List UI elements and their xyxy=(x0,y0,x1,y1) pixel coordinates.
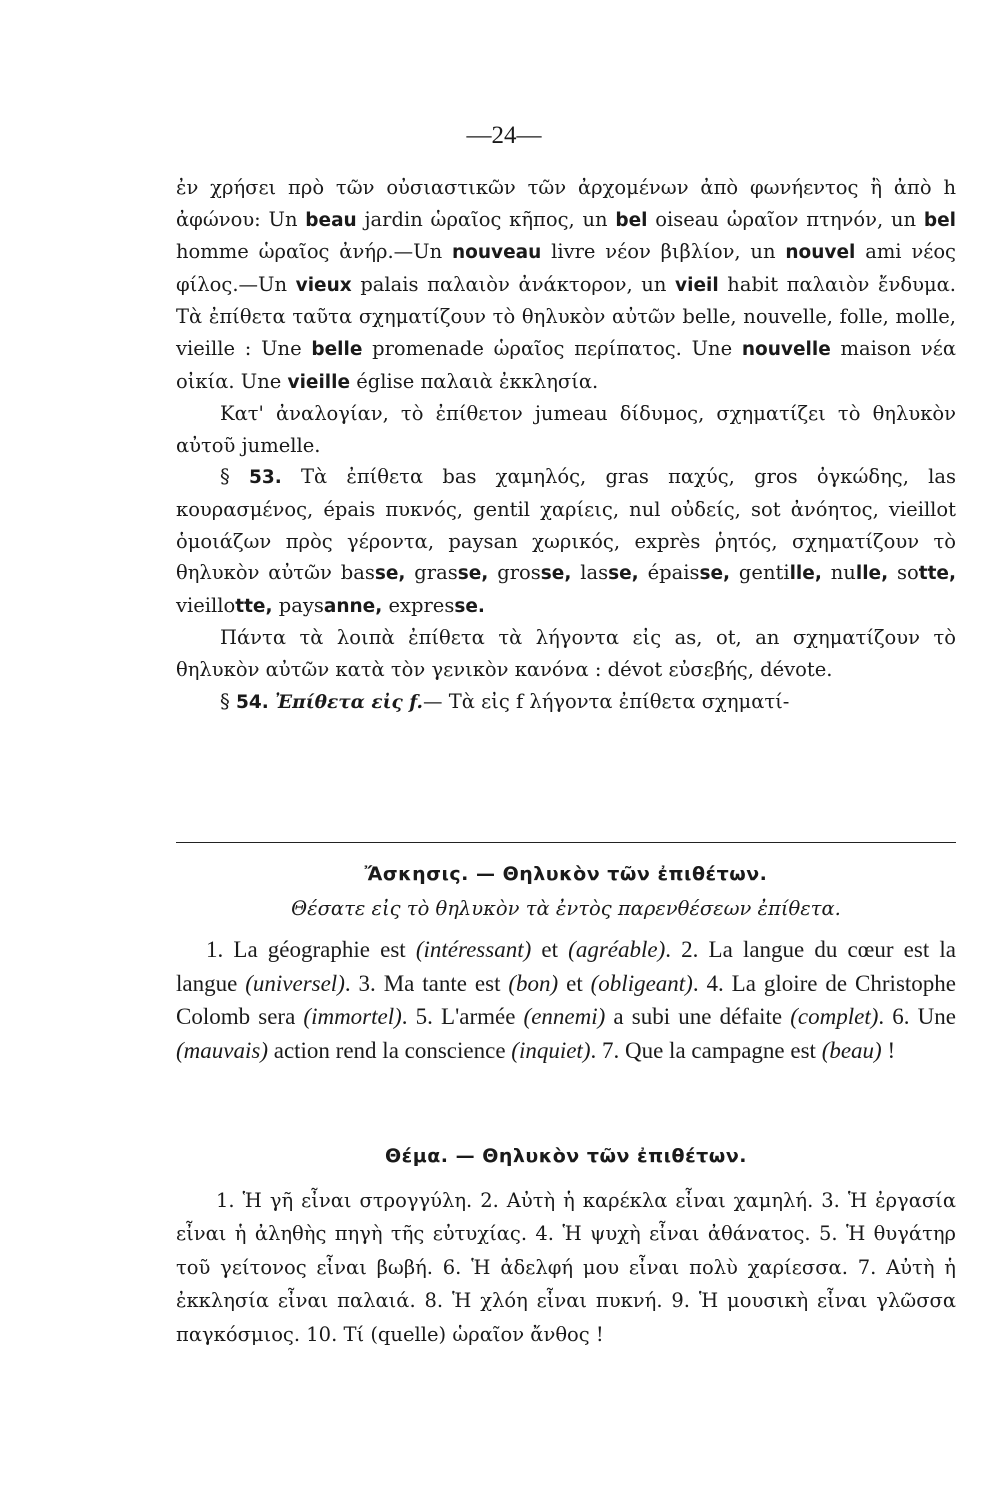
text-run: et xyxy=(531,937,569,962)
bold-ending: anne, xyxy=(323,595,383,617)
text-run: las xyxy=(571,561,609,585)
bold-word: bel xyxy=(923,209,956,231)
text-run: gros xyxy=(488,561,541,585)
bold-ending: tte, xyxy=(235,595,273,617)
bold-word: nouveau xyxy=(451,242,542,264)
section-number: 53. xyxy=(248,467,282,489)
text-run: pays xyxy=(272,593,324,617)
text-run: habit παλαιὸν ἔνδυμα. Τὰ ἐπίθετα ταῦτα σχηματίζουν τὸ θηλυκὸν αὐτῶν belle, nouvelle, folle, molle, vieille : Une xyxy=(176,272,956,360)
text-run: gras xyxy=(405,561,458,585)
text-run: église παλαιὰ ἐκκλησία. xyxy=(350,369,599,393)
bold-word: bel xyxy=(615,209,648,231)
text-run: . 4. La gloire de Christophe Colomb sera xyxy=(176,970,956,1029)
bold-ending: tte, xyxy=(918,563,957,585)
exercise-sentences xyxy=(176,933,956,1067)
text-run: palais παλαιὸν ἀνάκτορον, un xyxy=(351,272,676,296)
bold-ending: se, xyxy=(374,563,406,585)
text-run: Τὰ ἐπίθετα bas χαμηλός, gras παχύς, gros ὀγκώδης, las κουρασμένος, épais πυκνός, gentil χαρίεις, nul οὐδείς, sot ἀνόητος, vieillot ὁμοιάζων πρὸς γέροντα, paysan χωρικός, exprès ῥητός, σχηματίζουν τὸ θηλυκὸν αὐτῶν bas xyxy=(176,465,956,585)
bold-ending: lle, xyxy=(789,563,822,585)
text-run: genti xyxy=(730,561,790,585)
bold-ending: lle, xyxy=(855,563,889,585)
theme-title: Θέμα. — Θηλυκὸν τῶν ἐπιθέτων. xyxy=(385,1145,747,1167)
text-run: épais xyxy=(638,561,700,585)
italic-adjective: (ennemi) xyxy=(523,1004,606,1029)
italic-adjective: (intéressant) xyxy=(415,937,532,962)
divider-rule xyxy=(176,842,956,843)
text-run: jardin ὡραῖος κῆπος, un xyxy=(356,207,616,231)
text-run: maison νέα οἰκία. Une xyxy=(176,336,956,393)
bold-word: vieux xyxy=(295,274,352,296)
text-run: . 5. L'armée xyxy=(401,1004,524,1029)
paragraph-4: Πάντα τὰ λοιπὰ ἐπίθετα τὰ λήγοντα εἰς as, ot, an σχηματίζουν τὸ θηλυκὸν αὐτῶν κατὰ τὸν γενικὸν κανόνα : dévot εὐσεβής, dévote. xyxy=(176,626,956,681)
text-run: . 3. Ma tante est xyxy=(344,970,509,996)
bold-ending: se. xyxy=(454,595,485,617)
text-run: homme ὡραῖος ἀνήρ.—Un xyxy=(176,240,452,264)
theme-text: 1. Ἡ γῆ εἶναι στρογγύλη. 2. Αὐτὴ ἡ καρέκλα εἶναι χαμηλή. 3. Ἡ ἐργασία εἶναι ἡ ἀληθὴς πηγὴ τῆς εὐτυχίας. 4. Ἡ ψυχὴ εἶναι ἀθάνατος. 5. Ἡ θυγάτηρ τοῦ γείτονος εἶναι βωβή. 6. Ἡ ἀδελφή μου εἶναι πολὺ χαρίεσσα. 7. Αὐτὴ ἡ ἐκκλησία εἶναι παλαιά. 8. Ἡ χλόη εἶναι πυκνή. 9. Ἡ μουσικὴ εἶναι γλῶσσα παγκόσμιος. 10. Τί (quelle) ὡραῖον ἄνθος ! xyxy=(176,1188,956,1346)
exercise-title: Ἄσκησις. — Θηλυκὸν τῶν ἐπιθέτων. xyxy=(364,863,768,885)
paragraph-1 xyxy=(176,172,956,398)
text-run: ἐν χρήσει πρὸ τῶν οὐσιαστικῶν τῶν ἀρχομένων ἀπὸ φωνήεντος ἢ ἀπὸ h ἀφώνου: Un xyxy=(176,176,956,231)
paragraph-2: Κατ' ἀναλογίαν, τὸ ἐπίθετον jumeau δίδυμος, σχηματίζει τὸ θηλυκὸν αὐτοῦ jumelle. xyxy=(176,402,956,457)
text-run: . 6. Une xyxy=(878,1004,956,1029)
text-run: so xyxy=(888,561,919,585)
theme-section xyxy=(176,1140,956,1351)
text-run: a subi une défaite xyxy=(605,1004,791,1029)
text-run: ! xyxy=(881,1037,896,1063)
italic-adjective: (immortel) xyxy=(303,1004,402,1029)
italic-adjective: (inquiet) xyxy=(511,1037,591,1063)
text-run: livre νέον βιβλίον, un xyxy=(541,240,786,264)
text-run: oiseau ὡραῖον πτηνόν, un xyxy=(647,207,924,231)
text-run: et xyxy=(558,970,591,996)
italic-adjective: (bon) xyxy=(508,970,559,996)
text-run: vieillo xyxy=(176,593,236,617)
section-number: 54. xyxy=(235,691,269,713)
paragraph-53 xyxy=(176,461,956,622)
exercise-instruction: Θέσατε εἰς τὸ θηλυκὸν τὰ ἐντὸς παρενθέσεων ἐπίθετα. xyxy=(291,896,841,920)
italic-adjective: (mauvais) xyxy=(176,1037,268,1063)
italic-adjective: (beau) xyxy=(821,1037,882,1063)
text-run: 1. La géographie est xyxy=(206,937,416,962)
bold-word: nouvelle xyxy=(741,338,831,360)
italic-adjective: (complet) xyxy=(790,1004,879,1029)
text-run: — Τὰ εἰς f λήγοντα ἐπίθετα σχηματί- xyxy=(423,689,790,713)
page-number: —24— xyxy=(466,122,542,149)
bold-word: nouvel xyxy=(785,242,856,264)
text-run: . 7. Que la campagne est xyxy=(590,1037,822,1063)
text-run: expres xyxy=(382,593,455,617)
bold-word: belle xyxy=(311,338,363,360)
text-run: promenade ὡραῖος περίπατος. Une xyxy=(362,336,742,360)
text-run: ami νέος φίλος.—Un xyxy=(176,240,956,296)
main-text xyxy=(176,172,956,718)
text-run: nu xyxy=(821,561,856,585)
text-run: action rend la conscience xyxy=(267,1037,512,1063)
italic-adjective: (universel) xyxy=(245,970,345,996)
italic-adjective: (obligeant) xyxy=(590,970,693,996)
italic-adjective: (agréable) xyxy=(568,937,666,962)
exercise-section xyxy=(176,858,956,1067)
bold-word: vieille xyxy=(287,371,351,393)
section-sign: § xyxy=(220,689,236,713)
bold-ending: se, xyxy=(540,563,572,585)
bold-ending: se, xyxy=(699,563,731,585)
section-sign: § xyxy=(220,465,249,489)
bold-ending: se, xyxy=(457,563,489,585)
paragraph-54 xyxy=(176,686,956,719)
text-run: . 2. La langue du cœur est la langue xyxy=(176,937,956,996)
bold-ending: se, xyxy=(608,563,639,585)
section-heading: Ἐπίθετα εἰς f. xyxy=(268,691,423,713)
bold-word: vieil xyxy=(675,274,719,296)
bold-word: beau xyxy=(305,209,357,231)
